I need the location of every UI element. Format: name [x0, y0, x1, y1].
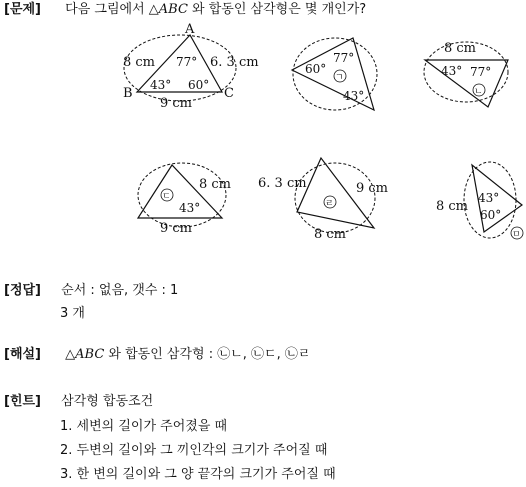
hint-title: 삼각형 합동조건	[61, 394, 154, 409]
hint-line	[4, 394, 153, 410]
hint-tag: [힌트]	[4, 394, 41, 409]
g3-side2-label: 9 cm	[160, 221, 193, 236]
problem-text-after: 와 합동인 삼각형은 몇 개인가?	[187, 2, 367, 17]
g1-angle2: 77°	[333, 51, 355, 65]
figure-g1	[292, 38, 377, 110]
side-ab-label: 8 cm	[123, 55, 156, 70]
g4-side2-label: 9 cm	[356, 181, 389, 196]
explanation-math: ABC	[75, 347, 105, 362]
explanation-text-after: 와 합동인 삼각형 : ㉡ㄴ, ㉡ㄷ, ㉡ㄹ	[104, 347, 311, 362]
g2-side-label: 8 cm	[444, 41, 477, 56]
g4-side3-label: 8 cm	[314, 227, 347, 242]
vertex-a-label: A	[185, 22, 195, 37]
g3-side1-label: 8 cm	[199, 177, 232, 192]
side-bc-label: 9 cm	[160, 96, 193, 111]
answer-count: 3 개	[60, 306, 85, 321]
angle-c-label: 60°	[188, 78, 210, 92]
g2-angle2: 77°	[470, 65, 492, 79]
figure-g2	[424, 41, 508, 107]
hint-item-2: 2. 두변의 길이와 그 끼인각의 크기가 주어질 때	[60, 443, 328, 458]
angle-b-label: 43°	[150, 78, 172, 92]
g3-angle: 43°	[179, 201, 201, 215]
g5-side-label: 8 cm	[436, 199, 469, 214]
problem-math: ABC	[158, 2, 188, 17]
answer-line	[4, 283, 178, 299]
explanation-line	[4, 347, 310, 363]
figure-g5	[436, 162, 523, 240]
g5-angle2: 60°	[480, 208, 502, 222]
problem-tag: [문제]	[4, 2, 41, 17]
g1-angle3: 43°	[343, 89, 365, 103]
g3-label: ㄷ	[162, 192, 171, 202]
answer-text: 순서 : 없음, 갯수 : 1	[61, 283, 179, 298]
g2-label: ㄴ	[474, 87, 483, 97]
explanation-text-before: △	[65, 347, 76, 362]
g4-side1-label: 6. 3 cm	[258, 176, 307, 191]
explanation-tag: [해설]	[4, 347, 41, 362]
g4-label: ㄹ	[325, 199, 334, 209]
hint-item-1: 1. 세변의 길이가 주어졌을 때	[60, 419, 228, 434]
figure-g4	[258, 158, 388, 242]
angle-a-label: 77°	[176, 55, 198, 69]
figure-main-triangle	[123, 22, 259, 111]
side-ac-label: 6. 3 cm	[210, 55, 259, 70]
g1-label: ㄱ	[335, 73, 344, 83]
g5-angle1: 43°	[478, 191, 500, 205]
hint-item-3: 3. 한 변의 길이와 그 양 끝각의 크기가 주어질 때	[60, 467, 336, 482]
answer-tag: [정답]	[4, 283, 41, 298]
g2-angle1: 43°	[441, 64, 463, 78]
g5-label: ㅁ	[512, 230, 521, 240]
vertex-b-label: B	[123, 86, 133, 101]
vertex-c-label: C	[224, 86, 234, 101]
problem-text-before: 다음 그림에서 △	[65, 2, 159, 17]
g1-angle1: 60°	[305, 62, 327, 76]
figure-g3	[138, 163, 231, 236]
